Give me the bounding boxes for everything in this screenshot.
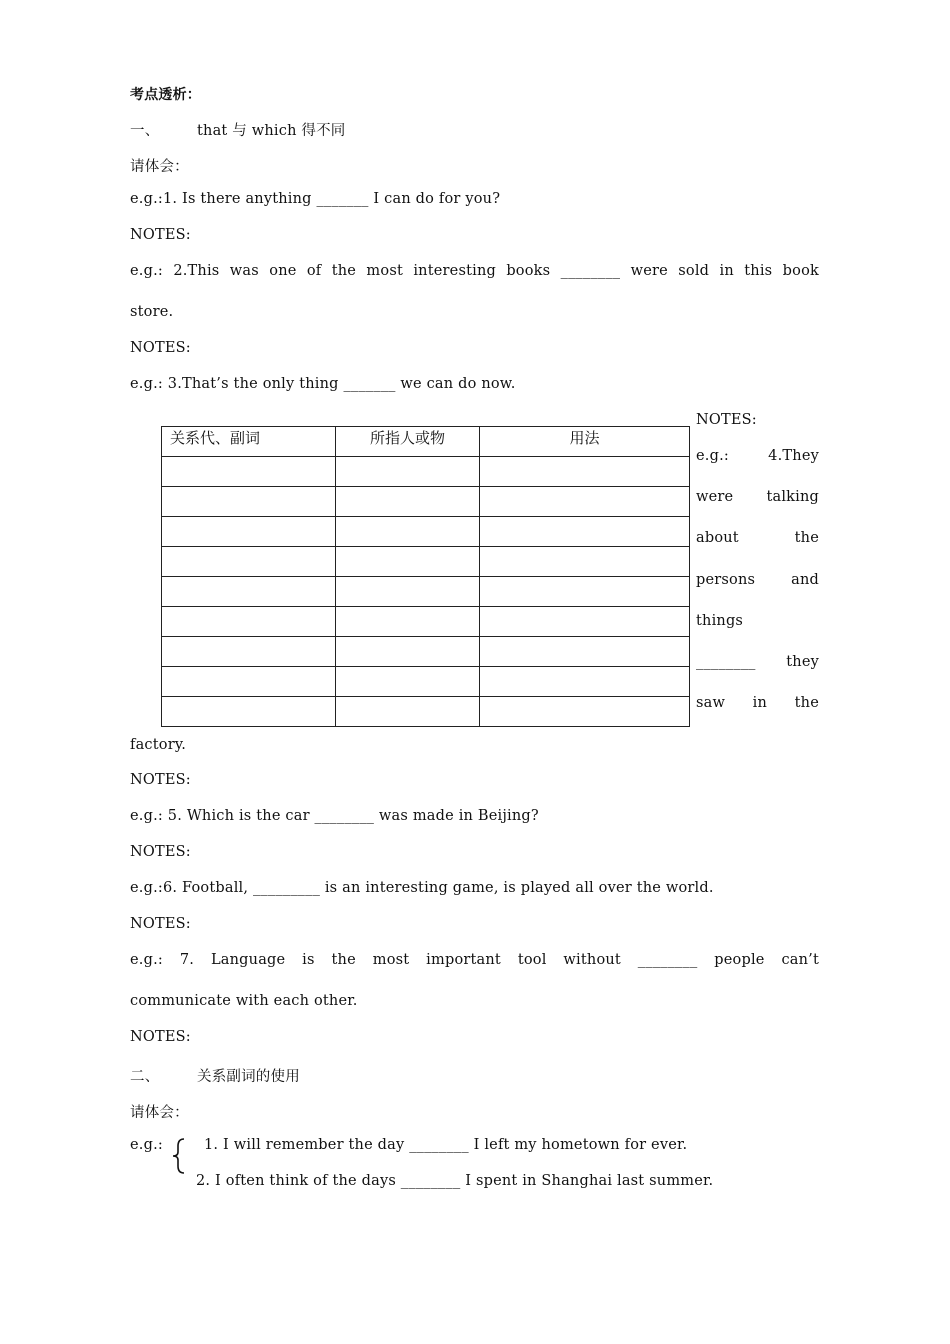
table-row	[162, 637, 690, 667]
example-1: e.g.:1. Is there anything _______ I can do for you?	[130, 191, 501, 207]
example-4-line: ________ they	[696, 654, 819, 670]
section-2-title: 关系副词的使用	[197, 1069, 300, 1085]
table-cell	[162, 607, 336, 637]
section-1-title: that 与 which 得不同	[197, 123, 346, 139]
notes-label: NOTES:	[130, 772, 191, 788]
table-cell	[480, 667, 690, 697]
example-4-line: saw in the	[696, 695, 819, 711]
section-2-number: 二、	[130, 1069, 160, 1085]
notes-label: NOTES:	[130, 844, 191, 860]
example-8-item-1: 1. I will remember the day ________ I left my hometown for ever.	[204, 1137, 688, 1153]
example-4-line: e.g.: 4.They	[696, 448, 819, 464]
notes-label: NOTES:	[130, 916, 191, 932]
example-4-line: things	[696, 613, 744, 629]
table-cell	[336, 577, 480, 607]
table-cell	[162, 697, 336, 727]
example-8-prefix: e.g.:	[130, 1137, 163, 1153]
section-1-number: 一、	[130, 123, 160, 139]
table-row	[162, 577, 690, 607]
table-cell	[336, 697, 480, 727]
table-cell	[336, 667, 480, 697]
example-4-line: were talking	[696, 489, 819, 505]
example-7-line-2: communicate with each other.	[130, 993, 358, 1009]
example-2-line-2: store.	[130, 304, 174, 320]
table-cell	[162, 667, 336, 697]
table-cell	[480, 457, 690, 487]
table-cell	[336, 547, 480, 577]
table-cell	[336, 487, 480, 517]
table-cell	[480, 637, 690, 667]
table-row	[162, 547, 690, 577]
table-cell	[162, 487, 336, 517]
table-cell	[162, 577, 336, 607]
example-4-line: persons and	[696, 572, 819, 588]
notes-label: NOTES:	[130, 227, 191, 243]
table-cell	[162, 517, 336, 547]
example-3: e.g.: 3.That’s the only thing _______ we can do now.	[130, 376, 516, 392]
relative-words-table	[161, 426, 690, 727]
table-cell	[480, 607, 690, 637]
table-cell	[162, 457, 336, 487]
example-5: e.g.: 5. Which is the car ________ was made in Beijing?	[130, 808, 539, 824]
prompt-label: 请体会：	[130, 159, 189, 175]
table-cell	[336, 607, 480, 637]
example-8-item-2: 2. I often think of the days ________ I spent in Shanghai last summer.	[196, 1173, 714, 1189]
example-2-line-1: e.g.: 2.This was one of the most interesting books ________ were sold in this book	[130, 263, 819, 279]
table-header-cell: 用法	[480, 427, 690, 457]
table-row	[162, 487, 690, 517]
table-cell	[480, 697, 690, 727]
table-cell	[480, 487, 690, 517]
table-row	[162, 517, 690, 547]
table-cell	[162, 637, 336, 667]
table-cell	[480, 517, 690, 547]
table-row	[162, 607, 690, 637]
notes-label: NOTES:	[130, 1029, 191, 1045]
table-cell	[336, 457, 480, 487]
example-4-line: about the	[696, 530, 819, 546]
table-cell	[336, 637, 480, 667]
table-row	[162, 697, 690, 727]
prompt-label: 请体会：	[130, 1105, 189, 1121]
table-header-cell: 关系代、副词	[162, 427, 336, 457]
table-row	[162, 457, 690, 487]
table-cell	[336, 517, 480, 547]
table-row	[162, 667, 690, 697]
notes-label: NOTES:	[696, 412, 757, 428]
section-heading: 考点透析：	[130, 87, 201, 103]
example-6: e.g.:6. Football, _________ is an interesting game, is played all over the world.	[130, 880, 714, 896]
table-header-cell: 所指人或物	[336, 427, 480, 457]
left-brace-icon	[170, 1138, 188, 1174]
notes-label: NOTES:	[130, 340, 191, 356]
table-cell	[162, 547, 336, 577]
example-7-line-1: e.g.: 7. Language is the most important tool without ________ people can’t	[130, 952, 819, 968]
table-body	[162, 457, 690, 727]
table-header-row	[162, 427, 690, 457]
table-cell	[480, 577, 690, 607]
example-4-end: factory.	[130, 737, 187, 753]
table-cell	[480, 547, 690, 577]
